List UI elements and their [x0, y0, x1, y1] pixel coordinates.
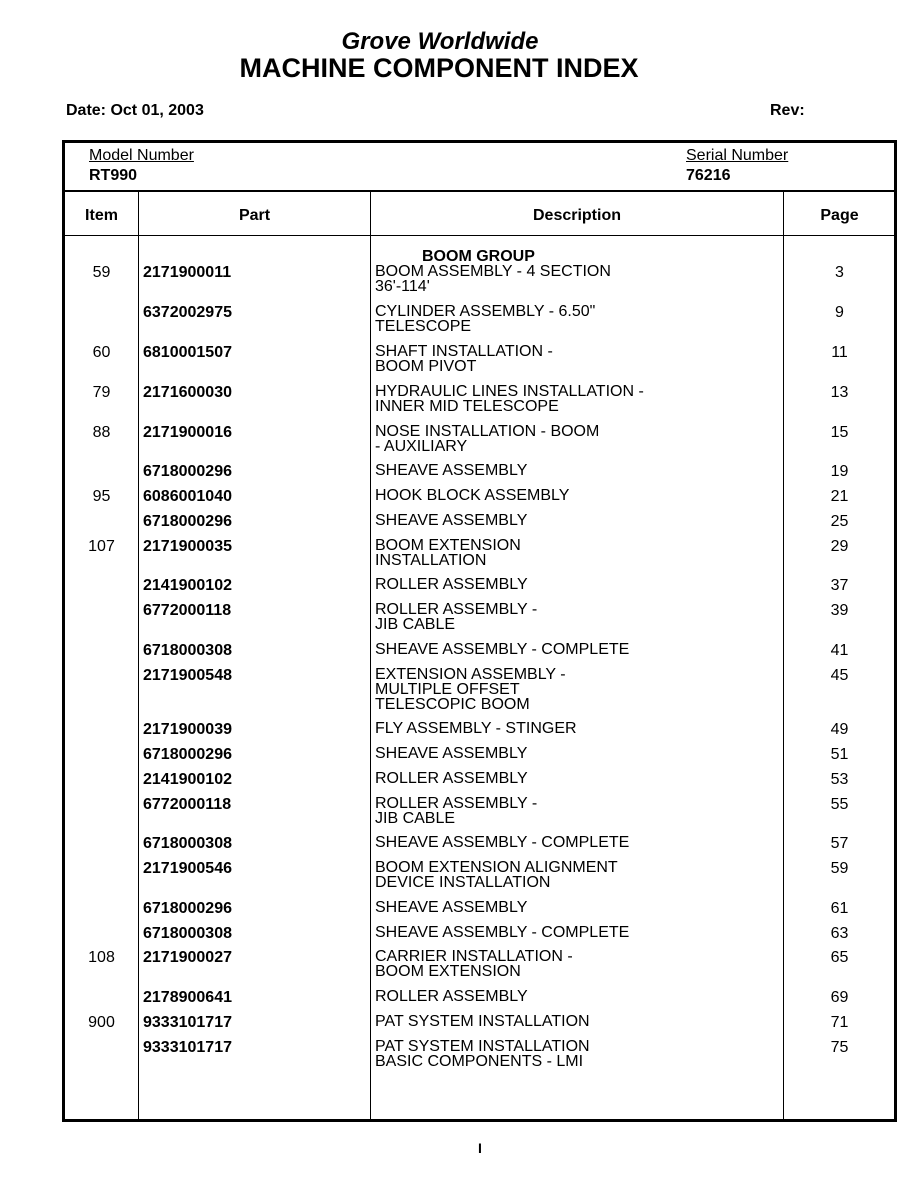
column-header-part: Part: [238, 207, 271, 224]
description: [375, 989, 775, 1004]
description-line: ROLLER ASSEMBLY -: [375, 601, 538, 618]
item-number: 900: [88, 1014, 115, 1031]
description: [375, 384, 775, 414]
description-line: JIB CABLE: [375, 810, 456, 827]
model-number-value: RT990: [89, 167, 138, 184]
item-number: 107: [88, 538, 115, 555]
description-line: DEVICE INSTALLATION: [375, 874, 551, 891]
part-number: 6772000118: [143, 796, 232, 813]
description-line: 36'-114': [375, 278, 430, 295]
description-line: EXTENSION ASSEMBLY -: [375, 666, 566, 683]
part-number: 6718000296: [143, 513, 232, 530]
description-line: MULTIPLE OFFSET: [375, 681, 520, 698]
description-line: SHEAVE ASSEMBLY: [375, 899, 528, 916]
part-number: 2171900039: [143, 721, 232, 738]
part-number: 6772000118: [143, 602, 232, 619]
description-line: BOOM EXTENSION: [375, 963, 521, 980]
part-number: 2141900102: [143, 577, 232, 594]
item-number: 79: [92, 384, 111, 401]
page-number-cell: 61: [830, 900, 849, 917]
description-line: ROLLER ASSEMBLY: [375, 770, 528, 787]
part-number: 2171600030: [143, 384, 232, 401]
description-line: INSTALLATION: [375, 552, 487, 569]
page-number-cell: 63: [830, 925, 849, 942]
description-line: HOOK BLOCK ASSEMBLY: [375, 487, 570, 504]
company-name: Grove Worldwide: [341, 28, 539, 55]
description: [375, 1039, 775, 1069]
description: [375, 513, 775, 528]
date-label: Date: Oct 01, 2003: [66, 102, 204, 119]
description: [375, 264, 775, 294]
part-number: 6372002975: [143, 304, 232, 321]
description-line: BOOM EXTENSION: [375, 537, 521, 554]
description-line: SHEAVE ASSEMBLY - COMPLETE: [375, 924, 630, 941]
description-line: BOOM ASSEMBLY - 4 SECTION: [375, 263, 611, 280]
description: [375, 746, 775, 761]
page-number-cell: 49: [830, 721, 849, 738]
description-line: BOOM EXTENSION ALIGNMENT: [375, 859, 618, 876]
part-number: 6718000308: [143, 642, 232, 659]
description-line: TELESCOPIC BOOM: [375, 696, 530, 713]
description-line: SHEAVE ASSEMBLY: [375, 462, 528, 479]
description: [375, 949, 775, 979]
part-number: 2171900548: [143, 667, 232, 684]
description-line: SHEAVE ASSEMBLY - COMPLETE: [375, 834, 630, 851]
page-number-cell: 29: [830, 538, 849, 555]
page-number: I: [478, 1140, 482, 1156]
page-number-cell: 71: [830, 1014, 849, 1031]
column-header-page: Page: [820, 207, 859, 224]
page-number-cell: 41: [830, 642, 849, 659]
description-line: JIB CABLE: [375, 616, 456, 633]
description: [375, 463, 775, 478]
description: [375, 1014, 775, 1029]
column-header-item: Item: [85, 207, 118, 224]
page-number-cell: 25: [830, 513, 849, 530]
serial-number-value: 76216: [686, 167, 731, 184]
description-line: - AUXILIARY: [375, 438, 468, 455]
description: [375, 860, 775, 890]
serial-number-label: Serial Number: [686, 147, 789, 164]
page-number-cell: 57: [830, 835, 849, 852]
page-number-cell: 59: [830, 860, 849, 877]
description: [375, 602, 775, 632]
item-number: 95: [92, 488, 111, 505]
description-line: CYLINDER ASSEMBLY - 6.50": [375, 303, 596, 320]
description: [375, 667, 775, 712]
column-header-divider: [65, 235, 894, 236]
item-number: 60: [92, 344, 111, 361]
description-line: ROLLER ASSEMBLY -: [375, 795, 538, 812]
page-number-cell: 19: [830, 463, 849, 480]
description-line: SHEAVE ASSEMBLY: [375, 512, 528, 529]
part-number: 2171900546: [143, 860, 232, 877]
part-number: 6718000308: [143, 925, 232, 942]
description: [375, 721, 775, 736]
description-line: CARRIER INSTALLATION -: [375, 948, 573, 965]
page-number-cell: 13: [830, 384, 849, 401]
revision-label: Rev:: [770, 102, 805, 119]
page-number-cell: 51: [830, 746, 849, 763]
part-number: 2141900102: [143, 771, 232, 788]
part-number: 6718000296: [143, 463, 232, 480]
description-line: HYDRAULIC LINES INSTALLATION -: [375, 383, 644, 400]
description-line: TELESCOPE: [375, 318, 472, 335]
part-number: 9333101717: [143, 1039, 232, 1056]
description: [375, 577, 775, 592]
part-number: 6810001507: [143, 344, 232, 361]
column-divider: [138, 192, 139, 1119]
description-line: ROLLER ASSEMBLY: [375, 988, 528, 1005]
description: [375, 424, 775, 454]
header-divider: [65, 190, 894, 192]
description: [375, 344, 775, 374]
page-number-cell: 3: [835, 264, 844, 281]
page-number-cell: 53: [830, 771, 849, 788]
part-number: 6086001040: [143, 488, 232, 505]
description: [375, 900, 775, 915]
page-number-cell: 9: [835, 304, 844, 321]
page-number-cell: 21: [830, 488, 849, 505]
part-number: 6718000296: [143, 900, 232, 917]
description: [375, 642, 775, 657]
description-line: INNER MID TELESCOPE: [375, 398, 559, 415]
item-number: 108: [88, 949, 115, 966]
description-line: SHEAVE ASSEMBLY - COMPLETE: [375, 641, 630, 658]
description-line: NOSE INSTALLATION - BOOM: [375, 423, 600, 440]
description-line: PAT SYSTEM INSTALLATION: [375, 1013, 590, 1030]
part-number: 6718000308: [143, 835, 232, 852]
description: [375, 488, 775, 503]
description-line: FLY ASSEMBLY - STINGER: [375, 720, 577, 737]
model-number-label: Model Number: [89, 147, 194, 164]
column-header-description: Description: [532, 207, 621, 224]
page-number-cell: 15: [830, 424, 849, 441]
description-line: PAT SYSTEM INSTALLATION: [375, 1038, 590, 1055]
group-title: BOOM GROUP: [422, 248, 535, 265]
description-line: SHEAVE ASSEMBLY: [375, 745, 528, 762]
part-number: 2171900035: [143, 538, 232, 555]
item-number: 88: [92, 424, 111, 441]
description: [375, 925, 775, 940]
page-number-cell: 75: [830, 1039, 849, 1056]
description-line: BOOM PIVOT: [375, 358, 477, 375]
description: [375, 304, 775, 334]
page-number-cell: 45: [830, 667, 849, 684]
description: [375, 771, 775, 786]
description-line: BASIC COMPONENTS - LMI: [375, 1053, 584, 1070]
description: [375, 835, 775, 850]
component-index-table: [62, 140, 897, 1122]
page-number-cell: 55: [830, 796, 849, 813]
part-number: 2171900011: [143, 264, 232, 281]
description: [375, 538, 775, 568]
description-line: ROLLER ASSEMBLY: [375, 576, 528, 593]
page-number-cell: 69: [830, 989, 849, 1006]
description-line: SHAFT INSTALLATION -: [375, 343, 553, 360]
part-number: 2171900016: [143, 424, 232, 441]
page-number-cell: 65: [830, 949, 849, 966]
part-number: 6718000296: [143, 746, 232, 763]
part-number: 9333101717: [143, 1014, 232, 1031]
page-number-cell: 37: [830, 577, 849, 594]
item-number: 59: [92, 264, 111, 281]
part-number: 2171900027: [143, 949, 232, 966]
page-number-cell: 39: [830, 602, 849, 619]
column-divider: [370, 192, 371, 1119]
page-number-cell: 11: [831, 344, 848, 361]
document-title: MACHINE COMPONENT INDEX: [239, 53, 639, 83]
part-number: 2178900641: [143, 989, 232, 1006]
description: [375, 796, 775, 826]
